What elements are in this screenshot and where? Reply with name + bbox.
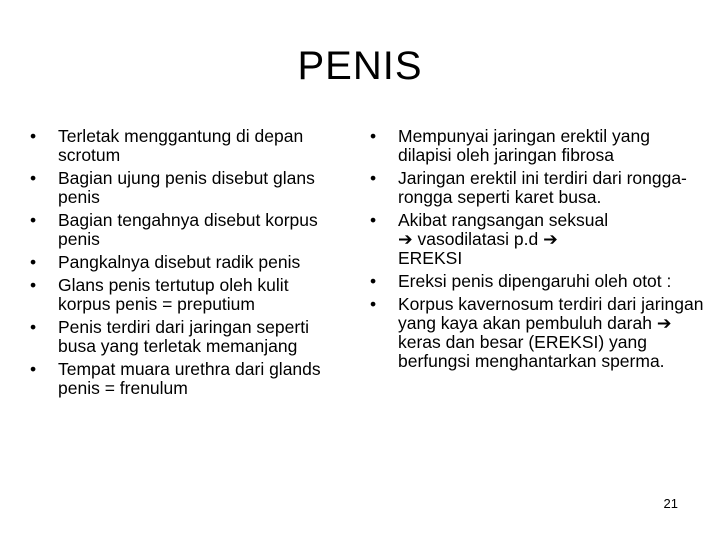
bullet-icon: • — [30, 168, 37, 188]
bullet-icon: • — [30, 210, 37, 230]
list-item — [28, 211, 328, 249]
arrow-right-icon: ➔ — [543, 229, 558, 249]
list-item-text-part: keras dan besar (EREKSI) yang berfungsi menghantarkan sperma. — [398, 332, 665, 371]
bullet-icon: • — [370, 210, 377, 230]
list-item-text — [398, 294, 703, 371]
list-item — [28, 169, 328, 207]
page-number: 21 — [663, 496, 678, 511]
list-item — [28, 253, 328, 272]
list-item — [368, 295, 708, 371]
list-item-text: Tempat muara urethra dari glands penis = frenulum — [58, 359, 321, 398]
list-item — [368, 127, 708, 165]
bullet-icon: • — [30, 126, 37, 146]
slide-title: PENIS — [297, 44, 423, 88]
list-item-text: Ereksi penis dipengaruhi oleh otot : — [398, 271, 672, 291]
list-item — [28, 127, 328, 165]
list-item-text-part: vasodilatasi p.d — [417, 229, 539, 249]
bullet-icon: • — [370, 168, 377, 188]
list-item-text-part: Korpus kavernosum terdiri dari jaringan yang kaya akan pembuluh darah — [398, 294, 704, 333]
list-item-text: Pangkalnya disebut radik penis — [58, 252, 301, 272]
list-item — [368, 272, 708, 291]
arrow-right-icon: ➔ — [398, 229, 413, 249]
list-item-text: Jaringan erektil ini terdiri dari rongga-rongga seperti karet busa. — [398, 168, 687, 207]
list-item — [28, 360, 328, 398]
bullet-icon: • — [30, 275, 37, 295]
left-bullet-list — [28, 127, 328, 402]
list-item-text: Penis terdiri dari jaringan seperti busa yang terletak memanjang — [58, 317, 309, 356]
list-item-text: Mempunyai jaringan erektil yang dilapisi oleh jaringan fibrosa — [398, 126, 650, 165]
bullet-icon: • — [30, 252, 37, 272]
bullet-icon: • — [30, 359, 37, 379]
list-item-text: Terletak menggantung di depan scrotum — [58, 126, 304, 165]
list-item-text-part: EREKSI — [398, 248, 463, 268]
arrow-right-icon: ➔ — [656, 313, 672, 333]
list-item-text: Glans penis tertutup oleh kulit korpus penis = preputium — [58, 275, 289, 314]
bullet-icon: • — [370, 294, 377, 314]
list-item — [368, 169, 708, 207]
list-item — [28, 318, 328, 356]
list-item — [368, 211, 708, 268]
list-item-text-part: Akibat rangsangan seksual — [398, 210, 609, 230]
bullet-icon: • — [370, 271, 377, 291]
list-item-text: Bagian ujung penis disebut glans penis — [58, 168, 315, 207]
bullet-icon: • — [370, 126, 377, 146]
bullet-icon: • — [30, 317, 37, 337]
list-item-text — [398, 210, 608, 268]
list-item — [28, 276, 328, 314]
list-item-text: Bagian tengahnya disebut korpus penis — [58, 210, 318, 249]
right-bullet-list — [368, 127, 708, 375]
